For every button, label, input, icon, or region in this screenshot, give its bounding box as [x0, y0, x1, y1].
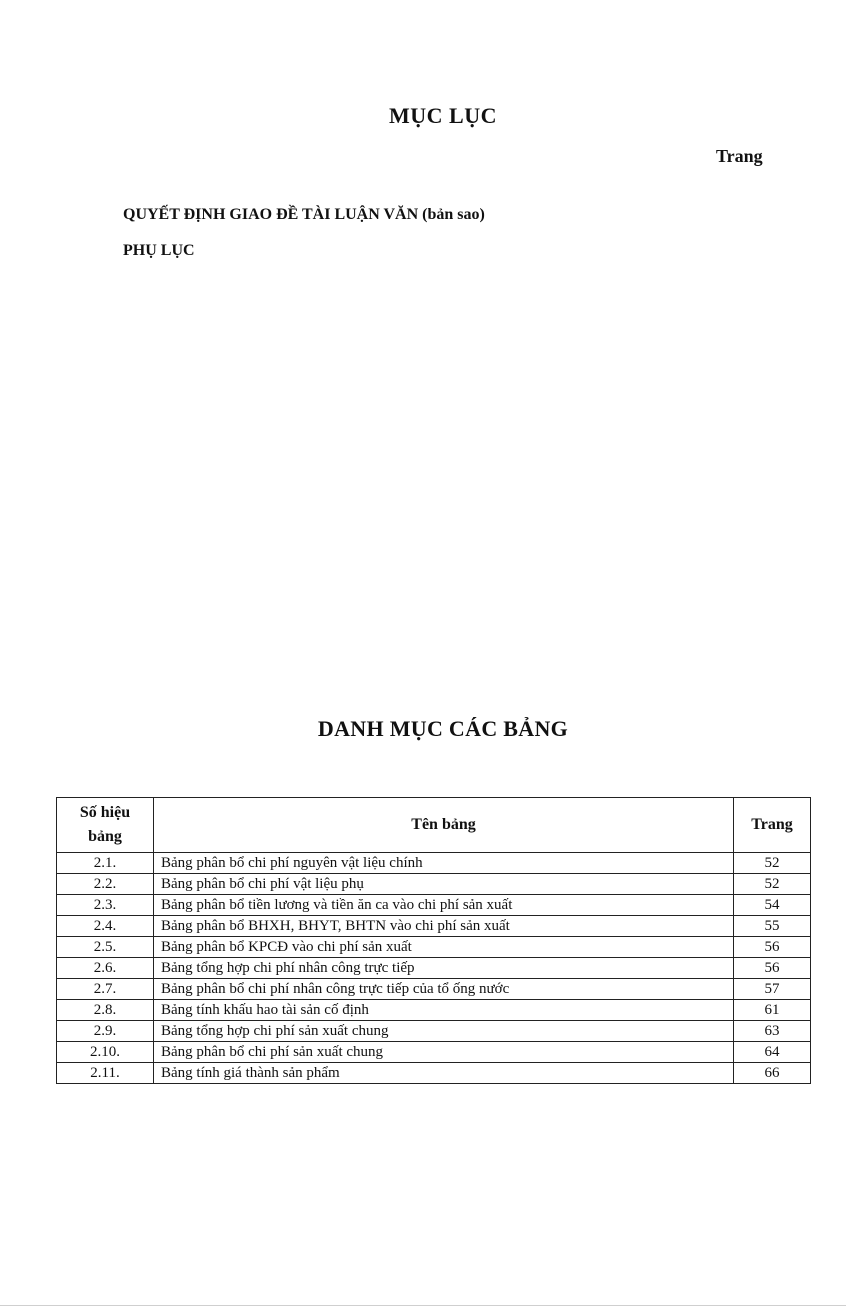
- header-table-number-line1: Số hiệu: [79, 804, 131, 821]
- table-name-cell: Bảng phân bổ tiền lương và tiền ăn ca vào chi phí sản xuất: [154, 895, 734, 916]
- table-name-cell: Bảng phân bổ chi phí nguyên vật liệu chính: [154, 853, 734, 874]
- table-row: [57, 895, 811, 916]
- table-number-cell: 2.3.: [57, 895, 154, 916]
- toc-title: MỤC LỤC: [389, 103, 497, 128]
- table-number-cell: 2.6.: [57, 958, 154, 979]
- table-row: [57, 958, 811, 979]
- table-row: [57, 1000, 811, 1021]
- table-row: [57, 937, 811, 958]
- table-row: [57, 916, 811, 937]
- table-page-cell: 55: [734, 916, 811, 937]
- table-row: [57, 853, 811, 874]
- toc-entry-appendix: PHỤ LỤC: [123, 242, 195, 259]
- table-header-row: [57, 798, 811, 853]
- header-table-number: [57, 798, 154, 853]
- table-page-cell: 63: [734, 1021, 811, 1042]
- header-table-name: Tên bảng: [154, 798, 734, 853]
- table-name-cell: Bảng tính giá thành sản phẩm: [154, 1063, 734, 1084]
- tables-list-body: [57, 853, 811, 1084]
- table-number-cell: 2.2.: [57, 874, 154, 895]
- table-name-cell: Bảng phân bổ BHXH, BHYT, BHTN vào chi phí sản xuất: [154, 916, 734, 937]
- table-row: [57, 1021, 811, 1042]
- table-page-cell: 61: [734, 1000, 811, 1021]
- table-page-cell: 52: [734, 874, 811, 895]
- table-page-cell: 54: [734, 895, 811, 916]
- table-number-cell: 2.1.: [57, 853, 154, 874]
- table-number-cell: 2.5.: [57, 937, 154, 958]
- header-table-number-line2: bảng: [88, 828, 122, 845]
- toc-page-column-header: Trang: [716, 146, 763, 166]
- table-name-cell: Bảng tổng hợp chi phí nhân công trực tiếp: [154, 958, 734, 979]
- table-name-cell: Bảng phân bổ chi phí vật liệu phụ: [154, 874, 734, 895]
- table-page-cell: 56: [734, 958, 811, 979]
- table-number-cell: 2.4.: [57, 916, 154, 937]
- table-page-cell: 56: [734, 937, 811, 958]
- table-page-cell: 52: [734, 853, 811, 874]
- page-bottom-rule: [0, 1305, 846, 1306]
- header-table-page: Trang: [734, 798, 811, 853]
- table-row: [57, 874, 811, 895]
- table-number-cell: 2.10.: [57, 1042, 154, 1063]
- table-page-cell: 64: [734, 1042, 811, 1063]
- table-name-cell: Bảng tổng hợp chi phí sản xuất chung: [154, 1021, 734, 1042]
- table-row: [57, 1063, 811, 1084]
- table-number-cell: 2.11.: [57, 1063, 154, 1084]
- table-row: [57, 979, 811, 1000]
- table-number-cell: 2.8.: [57, 1000, 154, 1021]
- table-number-cell: 2.7.: [57, 979, 154, 1000]
- toc-entry-decision: QUYẾT ĐỊNH GIAO ĐỀ TÀI LUẬN VĂN (bản sao): [123, 206, 485, 223]
- tables-list-title: DANH MỤC CÁC BẢNG: [317, 716, 569, 741]
- table-name-cell: Bảng phân bổ chi phí nhân công trực tiếp của tổ ống nước: [154, 979, 734, 1000]
- table-page-cell: 66: [734, 1063, 811, 1084]
- table-name-cell: Bảng phân bổ KPCĐ vào chi phí sản xuất: [154, 937, 734, 958]
- table-page-cell: 57: [734, 979, 811, 1000]
- table-name-cell: Bảng phân bổ chi phí sản xuất chung: [154, 1042, 734, 1063]
- table-number-cell: 2.9.: [57, 1021, 154, 1042]
- table-row: [57, 1042, 811, 1063]
- tables-list-table: [56, 797, 811, 1084]
- table-name-cell: Bảng tính khấu hao tài sản cố định: [154, 1000, 734, 1021]
